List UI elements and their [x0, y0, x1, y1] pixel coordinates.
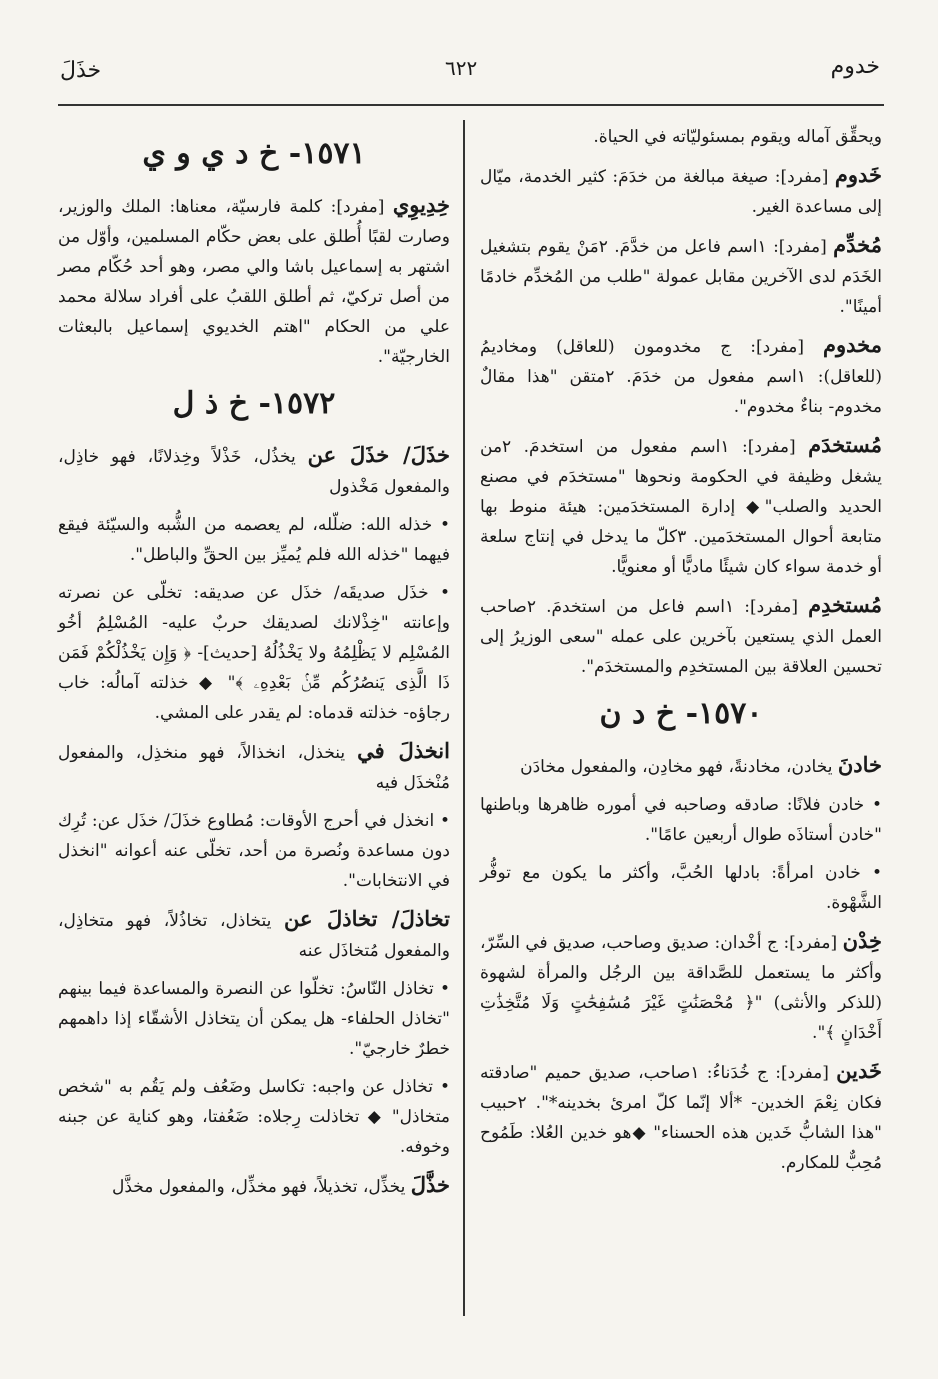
dictionary-entry: خَدوم [مفرد]: صيغة مبالغة من خدَمَ: كثير الخدمة، ميّال إلى مساعدة الغير.	[480, 162, 882, 217]
headword: خَدوم	[834, 162, 882, 187]
header-rule	[58, 104, 884, 106]
dictionary-entry: خادنَ يخادن، مخادنةً، فهو مخادِن، والمفعول مخادَن	[520, 752, 882, 777]
headword: مُستخدَم	[808, 432, 882, 457]
sense-text: • خادن امرأةً: بادلها الحُبَّ، وأكثر ما يكون مع توفُّر الشَّهْوة.	[480, 863, 882, 913]
sense-text: • تخاذل النّاسُ: تخلّوا عن النصرة والمساعدة فيما بينهم "تخاذل الحلفاء- هل يمكن أن يتخاذل الأشقّاء إذا داهمهم خطرٌ خارجيّ".	[58, 979, 450, 1059]
left-column	[58, 122, 450, 1210]
headword: خِدِيوِي	[392, 192, 450, 217]
headword: خِدْن	[842, 928, 882, 953]
root-heading: ١٥٧٠- خ د ن	[599, 696, 763, 731]
dictionary-entry: خذَّلَ يخذِّل، تخذيلاً، فهو مخذِّل، والمفعول مخذَّل	[112, 1172, 450, 1197]
dictionary-entry: خِدْن [مفرد]: ج أخْدان: صديق وصاحب، صديق في السِّرّ، وأكثر ما يستعمل للصَّداقة بين الرجُل والمرأة لشهوة (للذكر والأنثى) "﴿ مُحْصَنَٰتٍ غَيْرَ مُسَٰفِحَٰتٍ وَلَا مُتَّخِذَٰتِ أَخْدَانٍ ﴾".	[480, 928, 882, 1043]
continuation-text: ويحقِّق آماله ويقوم بمسئوليّاته في الحياة.	[593, 127, 882, 147]
sense-text: • تخاذل عن واجبه: تكاسل وضَعُف ولم يَقُم به "شخص متخاذل" ◆ تخاذلت رِجلاه: ضَعُفتا، وهو كناية عن جبنه وخوفه.	[58, 1077, 450, 1157]
dictionary-entry: مُستخدِم [مفرد]: ١اسم فاعل من استخدمَ. ٢صاحب العمل الذي يستعين بآخرين على عمله "سعى الوزيرُ إلى تحسين العلاقة بين المستخدِم والمستخدَم".	[480, 592, 882, 677]
dictionary-entry: مخدوم [مفرد]: ج مخدومون (للعاقل) ومخاديمُ (للعاقل): ١اسم مفعول من خدَمَ. ٢متقن "هذا مقالٌ مخدوم- بناءٌ مخدوم".	[480, 332, 882, 417]
root-heading: ١٥٧٢- خ ذ ل	[172, 386, 336, 421]
dictionary-entry: مُستخدَم [مفرد]: ١اسم مفعول من استخدمَ. ٢من يشغل وظيفة في الحكومة ونحوها "مستخدَم في مصنع الحديد والصلب"◆ إدارة المستخدَمين: هيئة منوط بها متابعة أحوال المستخدَمين. ٣كلّ ما يدخل في إنتاج سلعة أو خدمة سواء كان شيئًا ماديًّا أو معنويًّا.	[480, 432, 882, 577]
dictionary-entry: خذَلَ/ خذَلَ عن يخذُل، خَذْلاً وخِذلانًا، فهو خاذِل، والمفعول مَخْذول	[58, 442, 450, 497]
sense-text: • خادن فلانًا: صادقه وصاحبه في أموره ظاهرها وباطنها "خادن أستاذَه طوال أربعين عامًا".	[480, 795, 882, 845]
headword: خادنَ	[837, 752, 882, 777]
headword: مُستخدِم	[808, 592, 882, 617]
headword: انخذلَ في	[357, 738, 450, 763]
dictionary-entry: تخاذلَ/ تخاذلَ عن يتخاذل، تخاذُلاً، فهو متخاذِل، والمفعول مُتخاذَل عنه	[58, 906, 451, 961]
dictionary-entry: انخذلَ في ينخذل، انخذالاً، فهو منخذِل، والمفعول مُنْخذَل فيه	[58, 738, 450, 793]
header-guide-word-right: خدوم	[830, 54, 880, 79]
headword: تخاذلَ/ تخاذلَ عن	[284, 906, 451, 931]
header-guide-word-left: خذَلَ	[60, 58, 102, 83]
page-header	[60, 52, 880, 92]
right-column	[480, 122, 882, 1186]
column-divider	[463, 120, 465, 1316]
headword: خذَلَ/ خذَلَ عن	[307, 442, 450, 467]
root-heading: ١٥٧١- خ د ي و ي	[142, 136, 366, 171]
sense-text: • خذله الله: ضلّله، لم يعصمه من الشُّبه والسيّئة فيقع فيهما "خذله الله فلم يُميِّز بين الحقِّ والباطل".	[58, 515, 450, 565]
dictionary-entry: خَدين [مفرد]: ج خُدَناءُ: ١صاحب، صديق حميم "صادقته فكان نِعْمَ الخدين- *ألا إنّما كلّ امرئ بخدينه*". ٢حبيب "هذا الشابُّ خَدين هذه الحسناء" ◆هو خدين العُلا: طَمُوح مُحِبٌّ للمكارم.	[480, 1058, 882, 1173]
headword: مُخدِّم	[833, 232, 882, 257]
headword: خذَّلَ	[410, 1172, 450, 1197]
dictionary-entry: مُخدِّم [مفرد]: ١اسم فاعل من خدَّمَ. ٢مَنْ يقوم بتشغيل الخَدَم لدى الآخرين مقابل عمولة "طلب من المُخدِّم خادمًا أمينًا".	[480, 232, 882, 317]
page-number: ٦٢٢	[445, 56, 478, 80]
dictionary-entry: خِدِيوِي [مفرد]: كلمة فارسيّة، معناها: الملك والوزير، وصارت لقبًا أُطلق على بعض حكّام المسلمين، وأوّل من اشتهر به إسماعيل باشا والي مصر، وهو أحد حُكّام مصر من أصل تركيّ، ثم أطلق اللقبُ على أفراد سلالة محمد علي من الحكام "اهتم الخديوي إسماعيل بالبعثات الخارجيّة".	[58, 192, 450, 367]
sense-text: • انخذل في أحرج الأوقات: مُطاوع خذَلَ/ خذَل عن: تُرِك دون مساعدة ونُصرة من أحد، تخلّى عنه أعوانه "انخذل في الانتخابات".	[58, 811, 450, 891]
headword: خَدين	[836, 1058, 882, 1083]
sense-text: • خذَل صديقَه/ خذَل عن صديقه: تخلّى عن نصرته وإعانته "خِذْلانك لصديقك حربٌ عليه- المُسْلِمُ أخُو المُسْلِم لا يَظْلِمُهُ ولا يَخْذُلُهُ [حديث]- ﴿ وَإِن يَخْذُلْكُمْ فَمَن ذَا الَّذِى يَنصُرُكُم مِّنۢ بَعْدِهِۦ ﴾" ◆ خذلته آمالُه: خاب رجاؤه- خذلته قدماه: لم يقدر على المشي.	[58, 583, 450, 723]
headword: مخدوم	[823, 332, 882, 357]
